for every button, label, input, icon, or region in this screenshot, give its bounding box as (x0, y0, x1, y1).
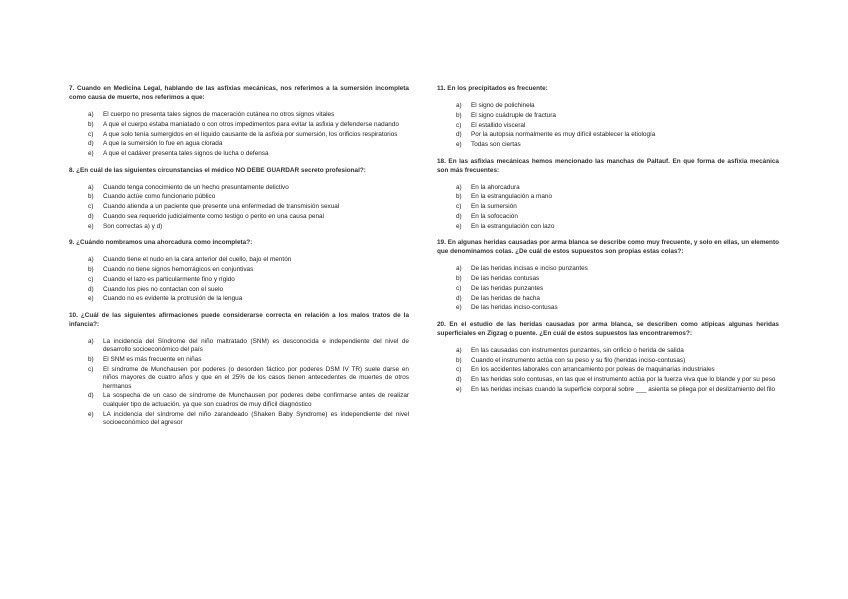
option-list (437, 102, 779, 150)
option-letter: c) (88, 130, 94, 138)
question-20 (437, 320, 779, 395)
option-letter: c) (88, 203, 94, 211)
option-list (69, 111, 409, 159)
option-letter: e) (88, 150, 94, 158)
option-item (69, 213, 409, 221)
option-text: En las heridas solo contusas, en las que el instrumento actúa por la fuerza viva que lo blande y por su peso (471, 376, 776, 384)
option-text: El cuerpo no presenta tales signos de maceración cutánea no otros signos vitales (103, 111, 335, 118)
option-text: De las heridas punzantes (471, 284, 544, 292)
option-letter: b) (456, 193, 462, 201)
option-text: Son correctas a) y d) (103, 222, 163, 230)
option-item (437, 347, 779, 355)
option-item (69, 223, 409, 231)
option-text: En la estrangulación a mano (471, 193, 553, 201)
option-list (437, 265, 779, 313)
option-item (437, 275, 779, 283)
option-item (437, 184, 779, 192)
question-18 (437, 157, 779, 232)
option-text: La incidencia del Síndrome del niño maltratado (SNM) es desconocida e independiente del nivel de desarrollo socioeconómico del país (103, 337, 409, 354)
option-item (69, 256, 409, 264)
option-item (69, 131, 409, 139)
option-text: Por la autopsia normalmente es muy difícil establecer la etiología (471, 131, 656, 139)
option-item (69, 121, 409, 129)
option-letter: b) (456, 111, 462, 119)
option-item (437, 131, 779, 139)
option-letter: a) (88, 111, 94, 118)
option-item (437, 265, 779, 273)
option-text: A que el cadáver presenta tales signos de lucha o defensa (103, 150, 269, 158)
option-text: A que solo tenía sumergidos en el líquido causante de la asfixia por sumersión, los orificios respiratorios (103, 130, 398, 138)
option-item (437, 357, 779, 365)
option-letter: d) (88, 140, 94, 148)
option-text: Todas son ciertas (471, 141, 521, 149)
option-letter: d) (456, 294, 462, 302)
option-text: La sospecha de un caso de síndrome de Munchausen por poderes debe confirmarse antes de realizar cualquier tipo de actuación, ya que son cuadros de muy difícil diagnóstico (103, 392, 409, 408)
option-item (69, 184, 409, 192)
option-text: De las heridas incisas e inciso punzantes (471, 265, 588, 273)
option-letter: c) (456, 366, 462, 374)
option-letter: a) (88, 337, 94, 345)
option-text: A que el cuerpo estaba maniatado o con otros impedimentos para evitar la asfixia y defenderse nadando (103, 120, 399, 128)
question-8 (69, 166, 409, 232)
option-text: LA incidencia del síndrome del niño zarandeado (Shaken Baby Syndrome) es independiente del nivel socioeconómico del agresor (103, 410, 409, 426)
option-letter: d) (88, 392, 94, 400)
option-text: Cuando sea requerido judicialmente como testigo o perito en una causa penal (103, 212, 324, 220)
option-item (69, 411, 409, 428)
option-item (437, 366, 779, 374)
option-item (69, 295, 409, 303)
option-letter: c) (456, 284, 462, 292)
option-letter: a) (456, 346, 462, 354)
option-text: El signo cuádruple de fractura (471, 111, 556, 119)
option-letter: d) (456, 376, 462, 384)
option-item (437, 203, 779, 211)
question-text: 18. En las asfixias mecánicas hemos mencionado las manchas de Paltauf. En que forma de asfixia mecánica son más frecuentes: (437, 157, 779, 174)
option-item (69, 140, 409, 148)
option-letter: c) (456, 121, 462, 129)
option-text: Cuando el lazo es particularmente fino y rígido (103, 275, 235, 283)
option-item (437, 376, 779, 384)
option-letter: a) (456, 265, 462, 273)
option-item (437, 141, 779, 149)
option-letter: e) (456, 141, 462, 149)
option-item (437, 285, 779, 293)
question-text: 8. ¿En cuál de las siguientes circunstancias el médico NO DEBE GUARDAR secreto profesional?: (69, 166, 366, 174)
option-text: Cuando atienda a un paciente que presente una enfermedad de transmisión sexual (103, 203, 340, 211)
option-text: En las heridas incisas cuando la superficie corporal sobre ___ asienta se pliega por el deslizamiento del filo (471, 385, 776, 393)
question-text: 19. En algunas heridas causadas por arma blanca se describe como muy frecuente, y solo en ellas, un elemento que denominamos colas. ¿De cuál de estos supuestos son propias estas colas?: (437, 239, 779, 256)
option-item (69, 111, 409, 119)
option-letter: b) (456, 356, 462, 364)
question-7 (69, 84, 409, 159)
question-11 (437, 84, 779, 150)
question-10 (69, 311, 409, 428)
option-text: El signo de polichinela (471, 102, 535, 109)
option-text: En la estrangulación con lazo (471, 222, 555, 230)
option-list (437, 347, 779, 395)
option-letter: e) (456, 304, 462, 312)
question-text: 7. Cuando en Medicina Legal, hablando de las asfixias mecánicas, nos referimos a la sumersión incompleta como causa de muerte, nos referimos a que: (69, 85, 409, 101)
option-letter: d) (88, 212, 94, 220)
option-item (69, 286, 409, 294)
question-text: 10. ¿Cuál de las siguientes afirmaciones puede considerarse correcta en relación a los malos tratos de la infancia?: (69, 311, 409, 328)
option-text: Cuando no tiene signos hemorrágicos en conjuntivas (103, 265, 254, 273)
option-text: El estallido visceral (471, 121, 526, 129)
option-letter: c) (456, 203, 462, 211)
question-19 (437, 238, 779, 313)
option-text: Cuando actúe como funcionario público (103, 193, 216, 201)
option-letter: a) (456, 183, 462, 191)
option-letter: c) (88, 365, 94, 373)
option-letter: e) (456, 385, 462, 393)
option-letter: b) (88, 355, 94, 363)
option-letter: d) (456, 131, 462, 139)
question-text: 20. En el estudio de las heridas causadas por arma blanca, se describen como atípicas algunas heridas superficiales en Zigzag o puente. ¿En cuál de estos supuestos las encontraremos?: (437, 320, 779, 337)
option-text: Cuando tiene el nudo en la cara anterior del cuello, bajo el mentón (103, 256, 292, 264)
option-item (69, 276, 409, 284)
option-letter: b) (88, 193, 94, 201)
option-letter: b) (88, 120, 94, 128)
option-letter: d) (88, 285, 94, 293)
question-text: 9. ¿Cuándo nombramos una ahorcadura como incompleta?: (69, 239, 253, 247)
option-item (69, 150, 409, 158)
option-text: De las heridas inciso-contusas (471, 304, 558, 312)
left-column (69, 84, 409, 434)
option-text: En la sumersión (471, 203, 517, 211)
option-text: Cuando no es evidente la protrusión de la lengua (103, 295, 243, 303)
option-item (437, 213, 779, 221)
option-letter: e) (88, 222, 94, 230)
option-item (437, 193, 779, 201)
option-text: En la ahorcadura (471, 183, 520, 191)
option-letter: c) (88, 275, 94, 283)
option-list (69, 256, 409, 304)
option-text: De las heridas de hacha (471, 294, 540, 302)
option-text: En la sofocación (471, 212, 518, 220)
option-letter: a) (88, 183, 94, 191)
option-letter: e) (88, 295, 94, 303)
question-9 (69, 238, 409, 304)
option-item (437, 304, 779, 312)
option-item (437, 122, 779, 130)
option-letter: a) (456, 102, 462, 109)
right-column (437, 84, 779, 401)
option-item (437, 295, 779, 303)
option-list (69, 184, 409, 232)
question-text: 11. En los precipitados es frecuente: (437, 85, 548, 92)
option-item (69, 193, 409, 201)
option-letter: b) (456, 274, 462, 282)
option-item (69, 203, 409, 211)
option-item (437, 112, 779, 120)
option-text: En las causadas con instrumentos punzantes, sin orificio o herida de salida (471, 346, 684, 354)
option-letter: e) (88, 410, 94, 418)
option-item (69, 366, 409, 391)
option-text: De las heridas contusas (471, 274, 540, 282)
option-list (69, 338, 409, 428)
option-text: A que la sumersión lo fue en agua clorada (103, 140, 223, 148)
option-list (437, 184, 779, 232)
option-text: En los accidentes laborales con arrancamiento por poleas de maquinarias industriales (471, 366, 715, 374)
option-item (69, 392, 409, 409)
option-text: Cuando tenga conocimiento de un hecho presuntamente delictivo (103, 183, 289, 191)
option-item (437, 223, 779, 231)
option-item (69, 266, 409, 274)
option-item (69, 338, 409, 355)
option-text: El síndrome de Munchausen por poderes (o desorden fáctico por poderes DSM IV TR) suele darse en niños mayores de cuatro años y que en el 25% de los casos tienen antecedentes de muertes de otros hermanos (103, 365, 409, 390)
option-letter: b) (88, 265, 94, 273)
option-text: Cuando los pies no contactan con el suelo (103, 285, 224, 293)
option-letter: e) (456, 222, 462, 230)
option-letter: d) (456, 212, 462, 220)
option-letter: a) (88, 256, 94, 264)
option-item (69, 356, 409, 364)
option-text: Cuando el instrumento actúa con su peso y su filo (heridas inciso-contusas) (471, 356, 686, 364)
option-item (437, 102, 779, 110)
option-item (437, 386, 779, 394)
option-text: El SNM es más frecuente en niñas (103, 355, 202, 363)
